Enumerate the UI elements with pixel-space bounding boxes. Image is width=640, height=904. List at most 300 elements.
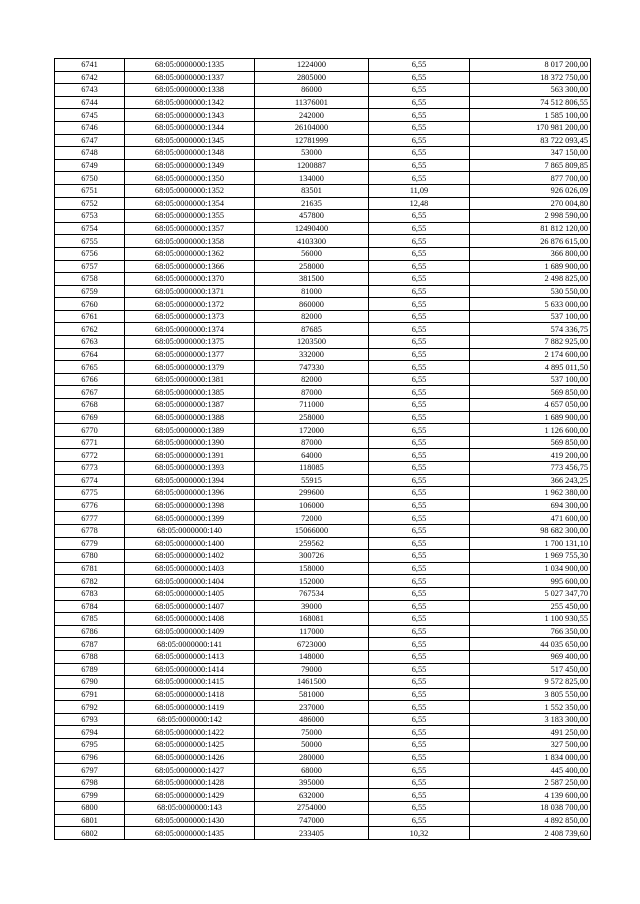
area-cell: 87000 bbox=[255, 386, 369, 399]
rate-cell: 6,55 bbox=[369, 273, 470, 286]
cadastral-number-cell: 68:05:0000000:1337 bbox=[125, 71, 255, 84]
rate-cell: 6,55 bbox=[369, 789, 470, 802]
row-number-cell: 6771 bbox=[55, 436, 125, 449]
amount-cell: 2 587 250,00 bbox=[470, 776, 591, 789]
cadastral-number-cell: 68:05:0000000:1387 bbox=[125, 399, 255, 412]
rate-cell: 6,55 bbox=[369, 424, 470, 437]
table-row bbox=[55, 373, 591, 386]
amount-cell: 419 200,00 bbox=[470, 449, 591, 462]
row-number-cell: 6743 bbox=[55, 84, 125, 97]
area-cell: 233405 bbox=[255, 827, 369, 840]
row-number-cell: 6741 bbox=[55, 59, 125, 72]
area-cell: 172000 bbox=[255, 424, 369, 437]
amount-cell: 491 250,00 bbox=[470, 726, 591, 739]
row-number-cell: 6774 bbox=[55, 474, 125, 487]
rate-cell: 6,55 bbox=[369, 499, 470, 512]
rate-cell: 6,55 bbox=[369, 361, 470, 374]
row-number-cell: 6768 bbox=[55, 399, 125, 412]
area-cell: 242000 bbox=[255, 109, 369, 122]
area-cell: 2805000 bbox=[255, 71, 369, 84]
area-cell: 860000 bbox=[255, 298, 369, 311]
row-number-cell: 6789 bbox=[55, 663, 125, 676]
cadastral-number-cell: 68:05:0000000:1413 bbox=[125, 650, 255, 663]
rate-cell: 6,55 bbox=[369, 96, 470, 109]
area-cell: 12781999 bbox=[255, 134, 369, 147]
row-number-cell: 6767 bbox=[55, 386, 125, 399]
area-cell: 86000 bbox=[255, 84, 369, 97]
amount-cell: 969 400,00 bbox=[470, 650, 591, 663]
cadastral-number-cell: 68:05:0000000:1372 bbox=[125, 298, 255, 311]
amount-cell: 2 498 825,00 bbox=[470, 273, 591, 286]
amount-cell: 574 336,75 bbox=[470, 323, 591, 336]
area-cell: 81000 bbox=[255, 285, 369, 298]
amount-cell: 3 183 300,00 bbox=[470, 713, 591, 726]
table-row bbox=[55, 625, 591, 638]
amount-cell: 83 722 093,45 bbox=[470, 134, 591, 147]
row-number-cell: 6745 bbox=[55, 109, 125, 122]
rate-cell: 6,55 bbox=[369, 462, 470, 475]
rate-cell: 6,55 bbox=[369, 600, 470, 613]
row-number-cell: 6754 bbox=[55, 222, 125, 235]
row-number-cell: 6749 bbox=[55, 159, 125, 172]
area-cell: 15066000 bbox=[255, 524, 369, 537]
amount-cell: 7 865 809,85 bbox=[470, 159, 591, 172]
area-cell: 581000 bbox=[255, 688, 369, 701]
cadastral-number-cell: 68:05:0000000:1388 bbox=[125, 411, 255, 424]
table-row bbox=[55, 713, 591, 726]
area-cell: 168081 bbox=[255, 613, 369, 626]
cadastral-number-cell: 68:05:0000000:1408 bbox=[125, 613, 255, 626]
amount-cell: 995 600,00 bbox=[470, 575, 591, 588]
rate-cell: 6,55 bbox=[369, 348, 470, 361]
table-row bbox=[55, 487, 591, 500]
rate-cell: 6,55 bbox=[369, 625, 470, 638]
rate-cell: 6,55 bbox=[369, 336, 470, 349]
row-number-cell: 6742 bbox=[55, 71, 125, 84]
rate-cell: 6,55 bbox=[369, 562, 470, 575]
rate-cell: 6,55 bbox=[369, 474, 470, 487]
amount-cell: 4 895 011,50 bbox=[470, 361, 591, 374]
amount-cell: 1 700 131,10 bbox=[470, 537, 591, 550]
cadastral-number-cell: 68:05:0000000:1409 bbox=[125, 625, 255, 638]
cadastral-number-cell: 68:05:0000000:1366 bbox=[125, 260, 255, 273]
table-row bbox=[55, 84, 591, 97]
area-cell: 148000 bbox=[255, 650, 369, 663]
rate-cell: 6,55 bbox=[369, 298, 470, 311]
area-cell: 332000 bbox=[255, 348, 369, 361]
rate-cell: 6,55 bbox=[369, 121, 470, 134]
table-row bbox=[55, 449, 591, 462]
row-number-cell: 6780 bbox=[55, 550, 125, 563]
amount-cell: 2 408 739,60 bbox=[470, 827, 591, 840]
area-cell: 134000 bbox=[255, 172, 369, 185]
row-number-cell: 6744 bbox=[55, 96, 125, 109]
row-number-cell: 6758 bbox=[55, 273, 125, 286]
area-cell: 632000 bbox=[255, 789, 369, 802]
rate-cell: 6,55 bbox=[369, 487, 470, 500]
cadastral-number-cell: 68:05:0000000:1418 bbox=[125, 688, 255, 701]
amount-cell: 170 981 200,00 bbox=[470, 121, 591, 134]
amount-cell: 366 243,25 bbox=[470, 474, 591, 487]
cadastral-number-cell: 68:05:0000000:1422 bbox=[125, 726, 255, 739]
cadastral-number-cell: 68:05:0000000:1419 bbox=[125, 701, 255, 714]
rate-cell: 6,55 bbox=[369, 260, 470, 273]
table-row bbox=[55, 235, 591, 248]
amount-cell: 18 372 750,00 bbox=[470, 71, 591, 84]
rate-cell: 6,55 bbox=[369, 222, 470, 235]
area-cell: 457800 bbox=[255, 210, 369, 223]
table-row bbox=[55, 222, 591, 235]
area-cell: 747330 bbox=[255, 361, 369, 374]
table-row bbox=[55, 600, 591, 613]
table-row bbox=[55, 298, 591, 311]
amount-cell: 877 700,00 bbox=[470, 172, 591, 185]
cadastral-number-cell: 68:05:0000000:1370 bbox=[125, 273, 255, 286]
table-row bbox=[55, 285, 591, 298]
rate-cell: 11,09 bbox=[369, 184, 470, 197]
cadastral-number-cell: 68:05:0000000:1415 bbox=[125, 676, 255, 689]
row-number-cell: 6746 bbox=[55, 121, 125, 134]
row-number-cell: 6783 bbox=[55, 587, 125, 600]
rate-cell: 6,55 bbox=[369, 436, 470, 449]
rate-cell: 6,55 bbox=[369, 613, 470, 626]
amount-cell: 1 969 755,30 bbox=[470, 550, 591, 563]
row-number-cell: 6776 bbox=[55, 499, 125, 512]
area-cell: 26104000 bbox=[255, 121, 369, 134]
rate-cell: 6,55 bbox=[369, 109, 470, 122]
amount-cell: 563 300,00 bbox=[470, 84, 591, 97]
table-row bbox=[55, 638, 591, 651]
cadastral-number-cell: 68:05:0000000:1354 bbox=[125, 197, 255, 210]
row-number-cell: 6775 bbox=[55, 487, 125, 500]
cadastral-number-cell: 68:05:0000000:1377 bbox=[125, 348, 255, 361]
rate-cell: 6,55 bbox=[369, 676, 470, 689]
rate-cell: 6,55 bbox=[369, 550, 470, 563]
amount-cell: 694 300,00 bbox=[470, 499, 591, 512]
cadastral-number-cell: 68:05:0000000:1362 bbox=[125, 247, 255, 260]
table-row bbox=[55, 147, 591, 160]
row-number-cell: 6792 bbox=[55, 701, 125, 714]
cadastral-number-cell: 68:05:0000000:1373 bbox=[125, 310, 255, 323]
amount-cell: 327 500,00 bbox=[470, 739, 591, 752]
area-cell: 53000 bbox=[255, 147, 369, 160]
table-row bbox=[55, 827, 591, 840]
area-cell: 87000 bbox=[255, 436, 369, 449]
table-row bbox=[55, 613, 591, 626]
table-row bbox=[55, 348, 591, 361]
cadastral-number-cell: 68:05:0000000:1389 bbox=[125, 424, 255, 437]
row-number-cell: 6751 bbox=[55, 184, 125, 197]
row-number-cell: 6801 bbox=[55, 814, 125, 827]
rate-cell: 12,48 bbox=[369, 197, 470, 210]
area-cell: 21635 bbox=[255, 197, 369, 210]
rate-cell: 6,55 bbox=[369, 373, 470, 386]
table-row bbox=[55, 361, 591, 374]
area-cell: 711000 bbox=[255, 399, 369, 412]
area-cell: 300726 bbox=[255, 550, 369, 563]
row-number-cell: 6784 bbox=[55, 600, 125, 613]
area-cell: 1461500 bbox=[255, 676, 369, 689]
row-number-cell: 6781 bbox=[55, 562, 125, 575]
area-cell: 106000 bbox=[255, 499, 369, 512]
area-cell: 2754000 bbox=[255, 802, 369, 815]
rate-cell: 6,55 bbox=[369, 575, 470, 588]
area-cell: 395000 bbox=[255, 776, 369, 789]
rate-cell: 6,55 bbox=[369, 802, 470, 815]
area-cell: 1203500 bbox=[255, 336, 369, 349]
area-cell: 747000 bbox=[255, 814, 369, 827]
cadastral-number-cell: 68:05:0000000:1428 bbox=[125, 776, 255, 789]
amount-cell: 98 682 300,00 bbox=[470, 524, 591, 537]
amount-cell: 766 350,00 bbox=[470, 625, 591, 638]
rate-cell: 6,55 bbox=[369, 172, 470, 185]
row-number-cell: 6777 bbox=[55, 512, 125, 525]
amount-cell: 5 633 000,00 bbox=[470, 298, 591, 311]
area-cell: 486000 bbox=[255, 713, 369, 726]
row-number-cell: 6802 bbox=[55, 827, 125, 840]
table-row bbox=[55, 247, 591, 260]
rate-cell: 6,55 bbox=[369, 701, 470, 714]
rate-cell: 6,55 bbox=[369, 524, 470, 537]
amount-cell: 1 034 900,00 bbox=[470, 562, 591, 575]
area-cell: 64000 bbox=[255, 449, 369, 462]
amount-cell: 4 139 600,00 bbox=[470, 789, 591, 802]
area-cell: 55915 bbox=[255, 474, 369, 487]
cadastral-number-cell: 68:05:0000000:1379 bbox=[125, 361, 255, 374]
rate-cell: 6,55 bbox=[369, 285, 470, 298]
area-cell: 1224000 bbox=[255, 59, 369, 72]
cadastral-number-cell: 68:05:0000000:1400 bbox=[125, 537, 255, 550]
area-cell: 117000 bbox=[255, 625, 369, 638]
table-row bbox=[55, 411, 591, 424]
table-row bbox=[55, 562, 591, 575]
amount-cell: 3 805 550,00 bbox=[470, 688, 591, 701]
cadastral-number-cell: 68:05:0000000:1350 bbox=[125, 172, 255, 185]
amount-cell: 26 876 615,00 bbox=[470, 235, 591, 248]
row-number-cell: 6778 bbox=[55, 524, 125, 537]
cadastral-number-cell: 68:05:0000000:1394 bbox=[125, 474, 255, 487]
amount-cell: 2 174 600,00 bbox=[470, 348, 591, 361]
table-row bbox=[55, 550, 591, 563]
table-row bbox=[55, 197, 591, 210]
cadastral-number-cell: 68:05:0000000:1427 bbox=[125, 764, 255, 777]
table-row bbox=[55, 499, 591, 512]
table-row bbox=[55, 524, 591, 537]
amount-cell: 569 850,00 bbox=[470, 386, 591, 399]
amount-cell: 81 812 120,00 bbox=[470, 222, 591, 235]
table-row bbox=[55, 96, 591, 109]
rate-cell: 6,55 bbox=[369, 247, 470, 260]
table-row bbox=[55, 134, 591, 147]
cadastral-number-cell: 68:05:0000000:140 bbox=[125, 524, 255, 537]
area-cell: 56000 bbox=[255, 247, 369, 260]
row-number-cell: 6779 bbox=[55, 537, 125, 550]
area-cell: 79000 bbox=[255, 663, 369, 676]
rate-cell: 6,55 bbox=[369, 323, 470, 336]
table-row bbox=[55, 701, 591, 714]
table-row bbox=[55, 537, 591, 550]
table-row bbox=[55, 436, 591, 449]
table-row bbox=[55, 424, 591, 437]
amount-cell: 18 038 700,00 bbox=[470, 802, 591, 815]
area-cell: 258000 bbox=[255, 260, 369, 273]
area-cell: 39000 bbox=[255, 600, 369, 613]
cadastral-number-cell: 68:05:0000000:1429 bbox=[125, 789, 255, 802]
cadastral-number-cell: 68:05:0000000:1398 bbox=[125, 499, 255, 512]
table-body bbox=[55, 59, 591, 840]
rate-cell: 6,55 bbox=[369, 764, 470, 777]
row-number-cell: 6785 bbox=[55, 613, 125, 626]
table-row bbox=[55, 184, 591, 197]
rate-cell: 10,32 bbox=[369, 827, 470, 840]
amount-cell: 1 962 380,00 bbox=[470, 487, 591, 500]
row-number-cell: 6747 bbox=[55, 134, 125, 147]
area-cell: 767534 bbox=[255, 587, 369, 600]
row-number-cell: 6764 bbox=[55, 348, 125, 361]
cadastral-value-table bbox=[54, 58, 591, 840]
cadastral-number-cell: 68:05:0000000:1357 bbox=[125, 222, 255, 235]
rate-cell: 6,55 bbox=[369, 663, 470, 676]
amount-cell: 471 600,00 bbox=[470, 512, 591, 525]
amount-cell: 270 004,80 bbox=[470, 197, 591, 210]
rate-cell: 6,55 bbox=[369, 814, 470, 827]
amount-cell: 1 689 900,00 bbox=[470, 411, 591, 424]
table-row bbox=[55, 688, 591, 701]
amount-cell: 1 100 930,55 bbox=[470, 613, 591, 626]
amount-cell: 255 450,00 bbox=[470, 600, 591, 613]
rate-cell: 6,55 bbox=[369, 512, 470, 525]
area-cell: 381500 bbox=[255, 273, 369, 286]
row-number-cell: 6753 bbox=[55, 210, 125, 223]
table-row bbox=[55, 789, 591, 802]
row-number-cell: 6770 bbox=[55, 424, 125, 437]
table-row bbox=[55, 726, 591, 739]
table-row bbox=[55, 587, 591, 600]
amount-cell: 9 572 825,00 bbox=[470, 676, 591, 689]
rate-cell: 6,55 bbox=[369, 386, 470, 399]
area-cell: 1200887 bbox=[255, 159, 369, 172]
table-row bbox=[55, 512, 591, 525]
area-cell: 83501 bbox=[255, 184, 369, 197]
amount-cell: 569 850,00 bbox=[470, 436, 591, 449]
row-number-cell: 6798 bbox=[55, 776, 125, 789]
rate-cell: 6,55 bbox=[369, 71, 470, 84]
cadastral-number-cell: 68:05:0000000:1426 bbox=[125, 751, 255, 764]
cadastral-number-cell: 68:05:0000000:1374 bbox=[125, 323, 255, 336]
area-cell: 158000 bbox=[255, 562, 369, 575]
row-number-cell: 6773 bbox=[55, 462, 125, 475]
row-number-cell: 6769 bbox=[55, 411, 125, 424]
cadastral-number-cell: 68:05:0000000:141 bbox=[125, 638, 255, 651]
amount-cell: 8 017 200,00 bbox=[470, 59, 591, 72]
cadastral-number-cell: 68:05:0000000:1414 bbox=[125, 663, 255, 676]
cadastral-number-cell: 68:05:0000000:1355 bbox=[125, 210, 255, 223]
amount-cell: 1 689 900,00 bbox=[470, 260, 591, 273]
cadastral-number-cell: 68:05:0000000:1393 bbox=[125, 462, 255, 475]
cadastral-number-cell: 68:05:0000000:1349 bbox=[125, 159, 255, 172]
amount-cell: 44 035 650,00 bbox=[470, 638, 591, 651]
table-row bbox=[55, 336, 591, 349]
amount-cell: 445 400,00 bbox=[470, 764, 591, 777]
table-row bbox=[55, 814, 591, 827]
rate-cell: 6,55 bbox=[369, 59, 470, 72]
rate-cell: 6,55 bbox=[369, 147, 470, 160]
row-number-cell: 6757 bbox=[55, 260, 125, 273]
table-row bbox=[55, 172, 591, 185]
amount-cell: 2 998 590,00 bbox=[470, 210, 591, 223]
table-row bbox=[55, 663, 591, 676]
amount-cell: 4 657 050,00 bbox=[470, 399, 591, 412]
rate-cell: 6,55 bbox=[369, 235, 470, 248]
area-cell: 87685 bbox=[255, 323, 369, 336]
rate-cell: 6,55 bbox=[369, 210, 470, 223]
area-cell: 68000 bbox=[255, 764, 369, 777]
cadastral-number-cell: 68:05:0000000:1425 bbox=[125, 739, 255, 752]
rate-cell: 6,55 bbox=[369, 587, 470, 600]
table-row bbox=[55, 310, 591, 323]
row-number-cell: 6796 bbox=[55, 751, 125, 764]
table-row bbox=[55, 399, 591, 412]
row-number-cell: 6763 bbox=[55, 336, 125, 349]
table-row bbox=[55, 751, 591, 764]
amount-cell: 1 552 350,00 bbox=[470, 701, 591, 714]
table-row bbox=[55, 210, 591, 223]
table-row bbox=[55, 323, 591, 336]
cadastral-number-cell: 68:05:0000000:1390 bbox=[125, 436, 255, 449]
amount-cell: 1 585 100,00 bbox=[470, 109, 591, 122]
row-number-cell: 6800 bbox=[55, 802, 125, 815]
cadastral-number-cell: 68:05:0000000:1343 bbox=[125, 109, 255, 122]
rate-cell: 6,55 bbox=[369, 776, 470, 789]
amount-cell: 517 450,00 bbox=[470, 663, 591, 676]
row-number-cell: 6787 bbox=[55, 638, 125, 651]
cadastral-number-cell: 68:05:0000000:1405 bbox=[125, 587, 255, 600]
rate-cell: 6,55 bbox=[369, 449, 470, 462]
row-number-cell: 6772 bbox=[55, 449, 125, 462]
amount-cell: 530 550,00 bbox=[470, 285, 591, 298]
rate-cell: 6,55 bbox=[369, 310, 470, 323]
rate-cell: 6,55 bbox=[369, 751, 470, 764]
table-row bbox=[55, 260, 591, 273]
row-number-cell: 6755 bbox=[55, 235, 125, 248]
amount-cell: 7 882 925,00 bbox=[470, 336, 591, 349]
row-number-cell: 6799 bbox=[55, 789, 125, 802]
row-number-cell: 6791 bbox=[55, 688, 125, 701]
table-row bbox=[55, 676, 591, 689]
table-row bbox=[55, 71, 591, 84]
table-row bbox=[55, 109, 591, 122]
cadastral-number-cell: 68:05:0000000:1344 bbox=[125, 121, 255, 134]
amount-cell: 4 892 850,00 bbox=[470, 814, 591, 827]
table-row bbox=[55, 776, 591, 789]
table-row bbox=[55, 739, 591, 752]
amount-cell: 537 100,00 bbox=[470, 310, 591, 323]
amount-cell: 347 150,00 bbox=[470, 147, 591, 160]
table-row bbox=[55, 802, 591, 815]
area-cell: 259562 bbox=[255, 537, 369, 550]
cadastral-number-cell: 68:05:0000000:1391 bbox=[125, 449, 255, 462]
row-number-cell: 6761 bbox=[55, 310, 125, 323]
row-number-cell: 6788 bbox=[55, 650, 125, 663]
table-row bbox=[55, 764, 591, 777]
row-number-cell: 6750 bbox=[55, 172, 125, 185]
rate-cell: 6,55 bbox=[369, 399, 470, 412]
table-row bbox=[55, 462, 591, 475]
row-number-cell: 6786 bbox=[55, 625, 125, 638]
rate-cell: 6,55 bbox=[369, 159, 470, 172]
amount-cell: 5 027 347,70 bbox=[470, 587, 591, 600]
row-number-cell: 6765 bbox=[55, 361, 125, 374]
